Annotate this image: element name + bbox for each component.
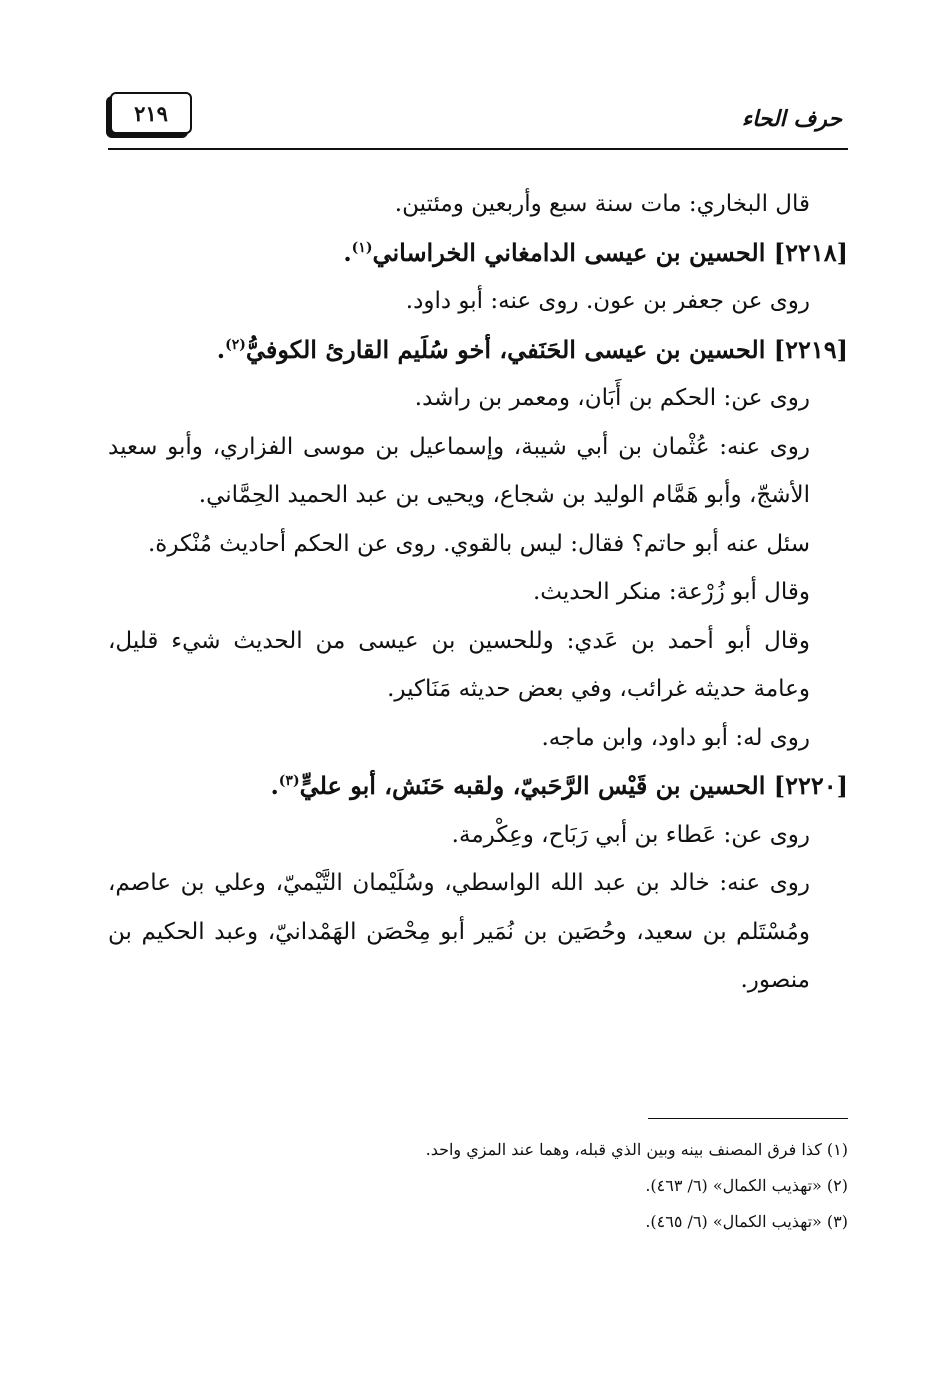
footnote-rule — [648, 1118, 848, 1119]
paragraph: روى عنه: عُثْمان بن أبي شيبة، وإسماعيل بن موسى الفزاري، وأبو سعيد الأشجّ، وأبو هَمَّام الوليد بن شجاع، ويحيى بن عبد الحميد الحِمَّاني. — [108, 433, 810, 508]
footnote-ref: (١) — [351, 239, 373, 256]
entry-heading-2219: [٢٢١٩] الحسين بن عيسى الحَنَفي، أخو سُلَيم القارئ الكوفيُّ$^{(٢)}$. — [216, 334, 848, 364]
paragraph: روى عن جعفر بن عون. روى عنه: أبو داود. — [405, 288, 810, 314]
paragraph: قال البخاري: مات سنة سبع وأربعين ومئتين. — [394, 191, 810, 217]
page-header — [108, 88, 848, 150]
footnote-1: (١) كذا فرق المصنف بينه وبين الذي قبله، وهما عند المزي واحد. — [425, 1140, 848, 1159]
footnote-2: (٢) «تهذيب الكمال» (٦/ ٤٦٣). — [645, 1176, 848, 1195]
paragraph: وقال أبو أحمد بن عَدي: وللحسين بن عيسى من الحديث شيء قليل، وعامة حديثه غرائب، وفي بعض حديثه مَنَاكير. — [108, 627, 810, 702]
main-text — [108, 180, 848, 1005]
paragraph: وقال أبو زُرْعة: منكر الحديث. — [532, 579, 810, 605]
footnote-ref: (٢) — [225, 336, 246, 353]
paragraph: روى عن: عَطاء بن أبي رَبَاح، وعِكْرمة. — [451, 821, 810, 848]
page-number: ٢١٩ — [110, 92, 192, 134]
paragraph: روى عن: الحكم بن أَبَان، ومعمر بن راشد. — [414, 385, 810, 411]
entry-heading-2218: [٢٢١٨] الحسين بن عيسى الدامغاني الخراساني$^{(١)}$. — [343, 237, 848, 267]
header-rule — [108, 148, 848, 150]
paragraph: روى عنه: خالد بن عبد الله الواسطي، وسُلَيْمان التَّيْميّ، وعلي بن عاصم، ومُسْتَلم بن سعيد، وحُصَين بن نُمَير أبو مِحْصَن الهَمْدانيّ، وعبد الحكيم بن منصور. — [108, 870, 810, 993]
running-title: حرف الحاء — [741, 106, 842, 132]
footnote-ref: (٣) — [278, 773, 300, 789]
footnote-3: (٣) «تهذيب الكمال» (٦/ ٤٦٥). — [645, 1212, 848, 1231]
entry-heading-2220: [٢٢٢٠] الحسين بن قَيْس الرَّحَبيّ، ولقبه حَنَش، أبو عليٍّ$^{(٣)}$. — [270, 771, 848, 800]
paragraph: سئل عنه أبو حاتم؟ فقال: ليس بالقوي. روى عن الحكم أحاديث مُنْكرة. — [147, 530, 810, 557]
paragraph: روى له: أبو داود، وابن ماجه. — [541, 724, 810, 751]
footnotes — [108, 1132, 848, 1240]
